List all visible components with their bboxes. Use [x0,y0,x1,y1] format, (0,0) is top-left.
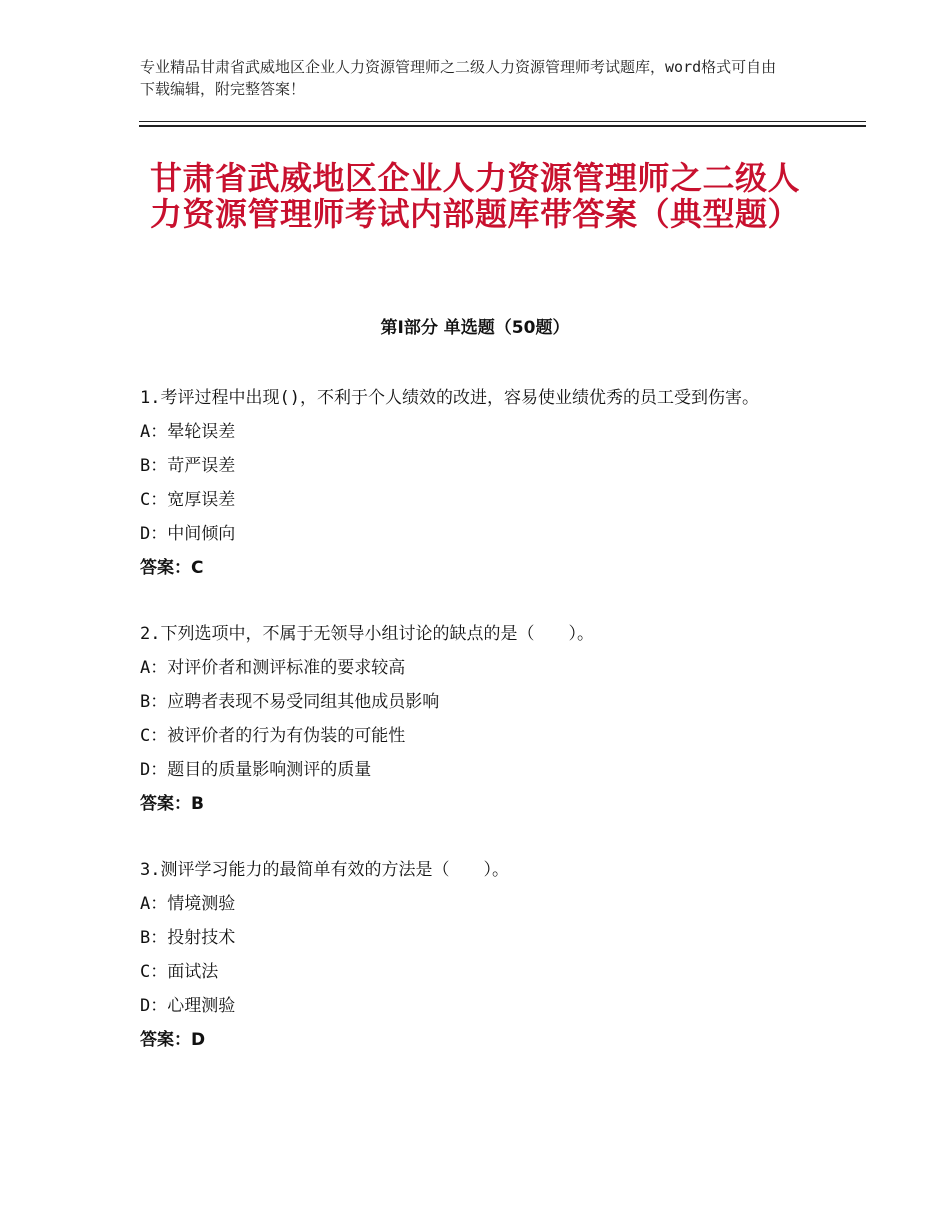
question-stem: 1.考评过程中出现()，不利于个人绩效的改进，容易使业绩优秀的员工受到伤害。 [140,388,759,408]
header-note: 专业精品甘肃省武威地区企业人力资源管理师之二级人力资源管理师考试题库，word格式可自由下载编辑，附完整答案！ [140,58,777,98]
question-stem: 3.测评学习能力的最简单有效的方法是（ ）。 [140,860,509,880]
answer: 答案：D [140,1030,206,1050]
option-c: C：宽厚误差 [140,490,236,510]
option-b: B：应聘者表现不易受同组其他成员影响 [140,692,440,712]
header-rule-thin [139,121,866,122]
question-3 [140,853,810,1057]
answer: 答案：C [140,558,204,578]
option-a: A：情境测验 [140,894,236,914]
section-title: 第Ⅰ部分 单选题（50题） [380,318,570,338]
option-d: D：心理测验 [140,996,236,1016]
option-d: D：中间倾向 [140,524,236,544]
document-title: 甘肃省武威地区企业人力资源管理师之二级人力资源管理师考试内部题库带答案（典型题） [149,159,800,233]
option-d: D：题目的质量影响测评的质量 [140,760,372,780]
answer: 答案：B [140,794,204,814]
option-b: B：苛严误差 [140,456,236,476]
question-stem: 2.下列选项中，不属于无领导小组讨论的缺点的是（ ）。 [140,624,594,644]
option-a: A：晕轮误差 [140,422,236,442]
option-c: C：面试法 [140,962,219,982]
header-rule-thick [139,125,866,127]
option-b: B：投射技术 [140,928,236,948]
question-2 [140,617,810,821]
option-a: A：对评价者和测评标准的要求较高 [140,658,406,678]
question-list [140,381,810,1089]
option-c: C：被评价者的行为有伪装的可能性 [140,726,406,746]
question-1 [140,381,810,585]
